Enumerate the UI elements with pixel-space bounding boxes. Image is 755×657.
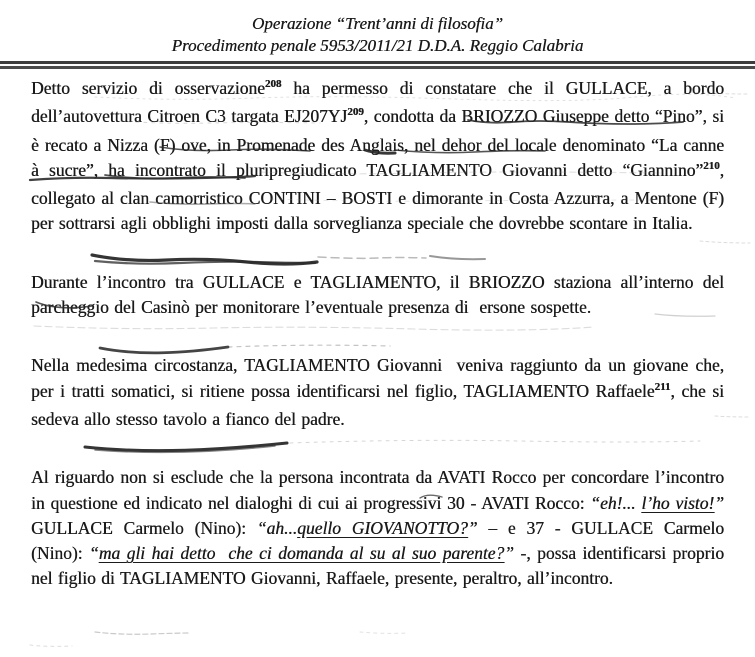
operation-title: Operazione “Trent’anni di filosofia” [251,14,504,33]
pencil-mark-bottom-1 [95,632,188,634]
paragraph-dialogue-analysis [31,465,724,591]
text-segment: -, possa identificarsi proprio nel figlio di TAGLIAMENTO Giovanni, Raffaele, presente, peraltro, all’incontro. [31,543,724,589]
text-segment: GULLACE Carmelo (Nino): [31,517,257,538]
text-segment: , collegato al clan camorristico CONTINI – BOSTI e dimorante in Costa Azzurra, a Mentone (F) per sottrarsi agli obblighi imposti dalla sorveglianza speciale che dovrebbe scontare in Italia. [31,159,724,234]
pencil-mark-bottom-3 [360,632,408,633]
text-segment: Durante l’incontro tra GULLACE e TAGLIAMENTO, il BRIOZZO staziona all’interno del parcheggio del Casinò per monitorare l’eventuale presenza di ersone sospette. [31,271,724,318]
footnote-reference: 209 [347,106,364,119]
header-divider-rule [0,61,755,69]
text-segment: – e 37 - GULLACE Carmelo (Nino): [31,517,724,564]
text-segment: “ah... [256,517,298,538]
text-segment: l’ho visto! [641,492,715,513]
case-reference: Procedimento penale 5953/2011/21 D.D.A. Reggio Calabria [171,36,584,55]
text-segment: “ [88,543,99,564]
text-segment: ma gli hai detto che ci domanda al su al suo parente? [98,543,505,564]
text-segment: ” [467,517,478,538]
paragraph-briozzo-lookout [31,270,724,321]
text-segment: ” [714,492,724,513]
paragraph-son-identification [31,353,724,432]
text-segment: , che si sedeva allo stesso tavolo a fianco del padre. [31,380,724,429]
pencil-mark-bottom-2 [30,645,72,646]
text-segment: ” [504,543,514,564]
text-segment: Detto servizio di osservazione [31,78,265,98]
text-segment: quello GIOVANOTTO? [297,517,468,538]
text-segment: “eh!... [590,492,642,513]
paragraph-surveillance-report [31,76,724,237]
document-body [0,69,755,592]
text-segment: ha permesso di constatare che il GULLACE, a bordo dell’autovettura Citroen C3 targata EJ207YJ [31,78,724,127]
document-header [0,0,755,57]
text-segment: Al riguardo non si esclude che la persona incontrata da AVATI Rocco per concordare l’incontro in questione ed indicato nel dialoghi di cui ai progressivi 30 - AVATI Rocco: [31,467,724,513]
footnote-reference: 210 [703,159,720,172]
text-segment: , condotta da BRIOZZO Giuseppe detto “Pino”, si è recato a Nizza (F) ove, in Promenade des Anglais, nel dehor del locale denominato “La canne à sucre”, ha incontrato il pluripregiudicato TAGLIAMENTO Giovanni detto “Giannino” [31,106,725,180]
footnote-reference: 211 [654,380,671,393]
footnote-reference: 208 [264,78,282,90]
text-segment: Nella medesima circostanza, TAGLIAMENTO Giovanni veniva raggiunto da un giovane che, per i tratti somatici, si ritiene possa identificarsi nel figlio, TAGLIAMENTO Raffaele [31,355,724,401]
